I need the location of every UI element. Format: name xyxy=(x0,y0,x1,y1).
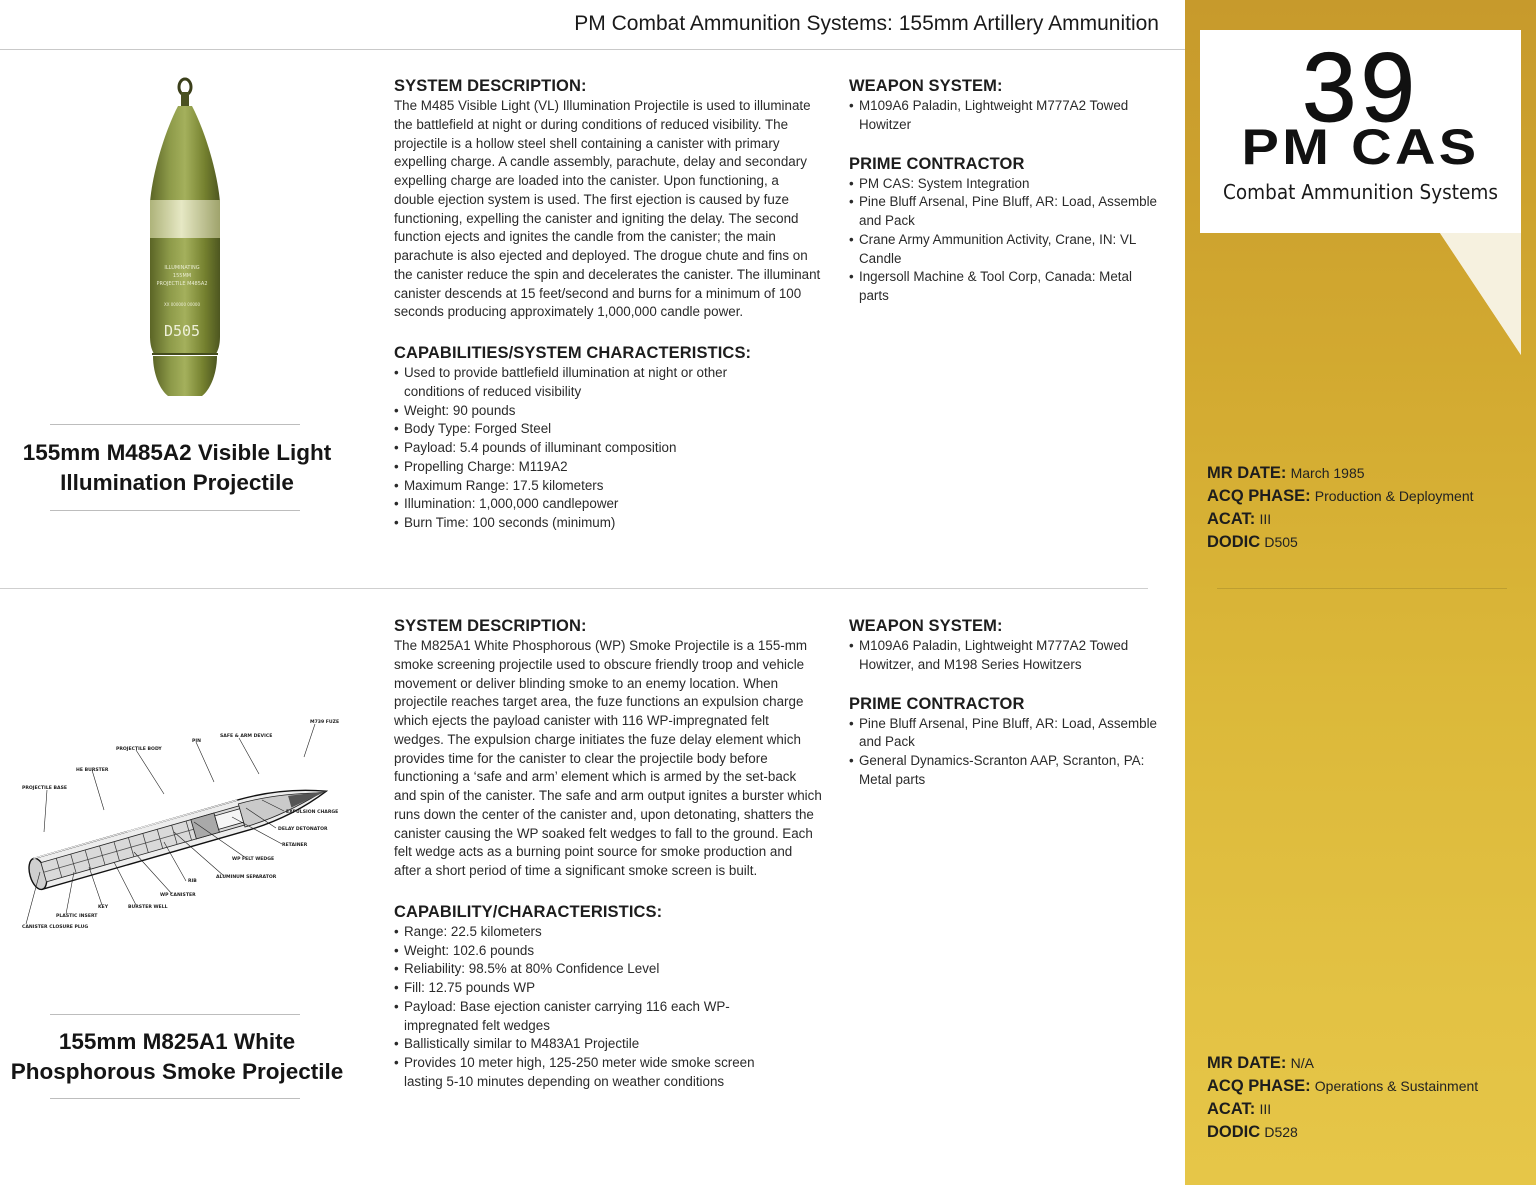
list-item: • Body Type: Forged Steel xyxy=(394,420,774,439)
list-item: • Ingersoll Machine & Tool Corp, Canada: Metal parts xyxy=(849,268,1164,306)
system-description-text: The M825A1 White Phosphorous (WP) Smoke Projectile is a 155-mm smoke screening projectile used to obscure friendly troop and vehicle movement or deliver blinding smoke to an enemy location. When projectile reaches target area, the fuze functions an expulsion charge which ejects the payload canister with 116 WP-impregnated felt wedges. The expulsion charge initiates the fuze delay element which provides time for the canister to clear the projectile body before functioning a ‘safe and arm’ element which is armed by the set-back and spin of the canister. The safe and arm output ignites a burster which runs down the center of the canister and, upon detonating, shatters the canister causing the WP soaked felt wedges to fall to the ground. Each felt wedge acts as a burning point source for smoke production and after a short period of time a significant smoke screen is built. xyxy=(394,638,822,878)
list-item: • Burn Time: 100 seconds (minimum) xyxy=(394,514,774,533)
acat-label: ACAT: xyxy=(1207,1100,1256,1118)
title-rule-top xyxy=(50,1014,300,1015)
pm-cas-logo xyxy=(1200,30,1521,355)
list-item: • Crane Army Ammunition Activity, Crane, IN: VL Candle xyxy=(849,231,1164,269)
title-rule-bottom xyxy=(50,1098,300,1099)
list-item: • Range: 22.5 kilometers xyxy=(394,923,784,942)
sidebar-divider xyxy=(1217,588,1507,589)
list-item: • Weight: 90 pounds xyxy=(394,402,774,421)
list-item: • Maximum Range: 17.5 kilometers xyxy=(394,477,774,496)
diagram-label: CANISTER CLOSURE PLUG xyxy=(22,925,89,930)
diagram-label: M739 FUZE xyxy=(310,720,340,725)
diagram-label: WP CANISTER xyxy=(160,893,196,898)
mr-date-label: MR DATE: xyxy=(1207,1054,1287,1072)
logo-name: PM CAS xyxy=(1241,119,1480,175)
weapon-system-list xyxy=(849,97,1164,135)
system-description-text: The M485 Visible Light (VL) Illumination Projectile is used to illuminate the battlefield at night or during conditions of reduced visibility. The projectile is a hollow steel shell containing a canister with primary expelling charge. A candle assembly, parachute, delay and secondary expelling charge are loaded into the canister. Upon functioning, a double ejection system is used. The first ejection is caused by fuze functioning, expelling the canister and igniting the delay. The second function ejects and ignites the candle from the canister; the main parachute is also ejected and deployed. The drogue chute and fins on the canister reduce the spin and decelerates the canister. The illuminant canister descends at 15 feet/second and burns for a minimum of 100 seconds producing approximately 1,000,000 candle power. xyxy=(394,98,821,320)
svg-text:155MM: 155MM xyxy=(172,273,192,279)
page-header xyxy=(0,0,1185,50)
acq-phase-value: Production & Deployment xyxy=(1314,488,1474,504)
list-item: • Payload: Base ejection canister carrying 116 each WP-impregnated felt wedges xyxy=(394,998,784,1036)
dodic-value: D528 xyxy=(1264,1124,1298,1140)
item1-title xyxy=(0,438,354,498)
item2-weapon-column xyxy=(849,615,1164,790)
acq-phase-label: ACQ PHASE: xyxy=(1207,487,1311,505)
capabilities-list xyxy=(394,364,774,533)
diagram-label: KEY xyxy=(98,905,109,910)
list-item: • M109A6 Paladin, Lightweight M777A2 Towed Howitzer xyxy=(849,97,1164,135)
svg-text:ILLUMINATING: ILLUMINATING xyxy=(164,265,200,271)
svg-text:XX 000000 00000: XX 000000 00000 xyxy=(163,302,201,307)
list-item: • Weight: 102.6 pounds xyxy=(394,942,784,961)
diagram-label: HE BURSTER xyxy=(76,768,109,773)
dodic-label: DODIC xyxy=(1207,1123,1261,1141)
system-description-heading: SYSTEM DESCRIPTION: xyxy=(394,77,587,95)
diagram-label: PROJECTILE BODY xyxy=(116,747,162,752)
mr-date-label: MR DATE: xyxy=(1207,464,1287,482)
diagram-label: EXPULSION CHARGE xyxy=(286,810,339,815)
item2-title xyxy=(0,1027,354,1087)
diagram-label: BURSTER WELL xyxy=(128,905,168,910)
acat-value: III xyxy=(1259,1101,1272,1117)
acq-phase-label: ACQ PHASE: xyxy=(1207,1077,1311,1095)
page-title: PM Combat Ammunition Systems: 155mm Artillery Ammunition xyxy=(574,12,1159,35)
capabilities-list xyxy=(394,923,784,1092)
diagram-label: PIN xyxy=(192,739,201,744)
item1-title-line1: 155mm M485A2 Visible Light xyxy=(22,440,332,465)
list-item: • Reliability: 98.5% at 80% Confidence Level xyxy=(394,960,784,979)
list-item: • Provides 10 meter high, 125-250 meter wide smoke screen lasting 5-10 minutes depending on weather conditions xyxy=(394,1054,784,1092)
title-rule-top xyxy=(50,424,300,425)
m485a2-projectile-image xyxy=(140,74,230,404)
acq-phase-value: Operations & Sustainment xyxy=(1314,1078,1479,1094)
gold-sidebar xyxy=(1185,0,1536,1185)
diagram-label: PLASTIC INSERT xyxy=(56,914,98,919)
list-item: • Ballistically similar to M483A1 Projectile xyxy=(394,1035,784,1054)
diagram-label: SAFE & ARM DEVICE xyxy=(220,734,273,739)
list-item: • PM CAS: System Integration xyxy=(849,175,1164,194)
item2-meta xyxy=(1207,1052,1527,1144)
diagram-label: RETAINER xyxy=(282,843,308,848)
list-item: • Payload: 5.4 pounds of illuminant composition xyxy=(394,439,774,458)
item1-title-line2: Illumination Projectile xyxy=(60,470,294,495)
diagram-label: WP FELT WEDGE xyxy=(232,857,275,862)
prime-contractor-heading: PRIME CONTRACTOR xyxy=(849,154,1025,173)
capabilities-heading: CAPABILITY/CHARACTERISTICS: xyxy=(394,902,663,921)
m825a1-cutaway-diagram xyxy=(14,712,354,940)
list-item: • Fill: 12.75 pounds WP xyxy=(394,979,784,998)
weapon-system-heading: WEAPON SYSTEM: xyxy=(849,617,1003,635)
item2-title-line1: 155mm M825A1 White xyxy=(58,1029,296,1054)
list-item: • General Dynamics-Scranton AAP, Scranton, PA: Metal parts xyxy=(849,752,1164,790)
acat-value: III xyxy=(1259,511,1272,527)
projectile-marking: D505 xyxy=(163,322,201,340)
list-item: • Illumination: 1,000,000 candlepower xyxy=(394,495,774,514)
item1-description-column xyxy=(394,75,822,533)
list-item: • M109A6 Paladin, Lightweight M777A2 Towed Howitzer, and M198 Series Howitzers xyxy=(849,637,1164,675)
svg-text:PROJECTILE M485A2: PROJECTILE M485A2 xyxy=(156,281,208,287)
item2-description-column xyxy=(394,615,822,1092)
list-item: • Propelling Charge: M119A2 xyxy=(394,458,774,477)
prime-contractor-heading: PRIME CONTRACTOR xyxy=(849,694,1025,713)
section-divider xyxy=(0,588,1148,589)
list-item: • Pine Bluff Arsenal, Pine Bluff, AR: Load, Assemble and Pack xyxy=(849,715,1164,753)
item1-weapon-column xyxy=(849,75,1164,306)
logo-subtitle: Combat Ammunition Systems xyxy=(1223,180,1498,204)
acat-label: ACAT: xyxy=(1207,510,1256,528)
item1-meta xyxy=(1207,462,1527,554)
item2-title-line2: Phosphorous Smoke Projectile xyxy=(10,1059,344,1084)
prime-contractor-list xyxy=(849,715,1164,790)
mr-date-value: N/A xyxy=(1290,1055,1314,1071)
dodic-value: D505 xyxy=(1264,534,1298,550)
diagram-label: RIB xyxy=(188,879,197,884)
capabilities-heading: CAPABILITIES/SYSTEM CHARACTERISTICS: xyxy=(394,344,752,362)
mr-date-value: March 1985 xyxy=(1290,465,1365,481)
diagram-label: DELAY DETONATOR xyxy=(278,827,328,832)
weapon-system-list xyxy=(849,637,1164,675)
diagram-label: PROJECTILE BASE xyxy=(22,786,68,791)
prime-contractor-list xyxy=(849,175,1164,306)
system-description-heading: SYSTEM DESCRIPTION: xyxy=(394,617,587,635)
weapon-system-heading: WEAPON SYSTEM: xyxy=(849,77,1003,95)
list-item: • Pine Bluff Arsenal, Pine Bluff, AR: Load, Assemble and Pack xyxy=(849,193,1164,231)
dodic-label: DODIC xyxy=(1207,533,1261,551)
title-rule-bottom xyxy=(50,510,300,511)
list-item: • Used to provide battlefield illumination at night or other conditions of reduced visibility xyxy=(394,364,774,402)
diagram-label: ALUMINUM SEPARATOR xyxy=(216,875,277,880)
logo-number: 39 xyxy=(1301,32,1419,142)
